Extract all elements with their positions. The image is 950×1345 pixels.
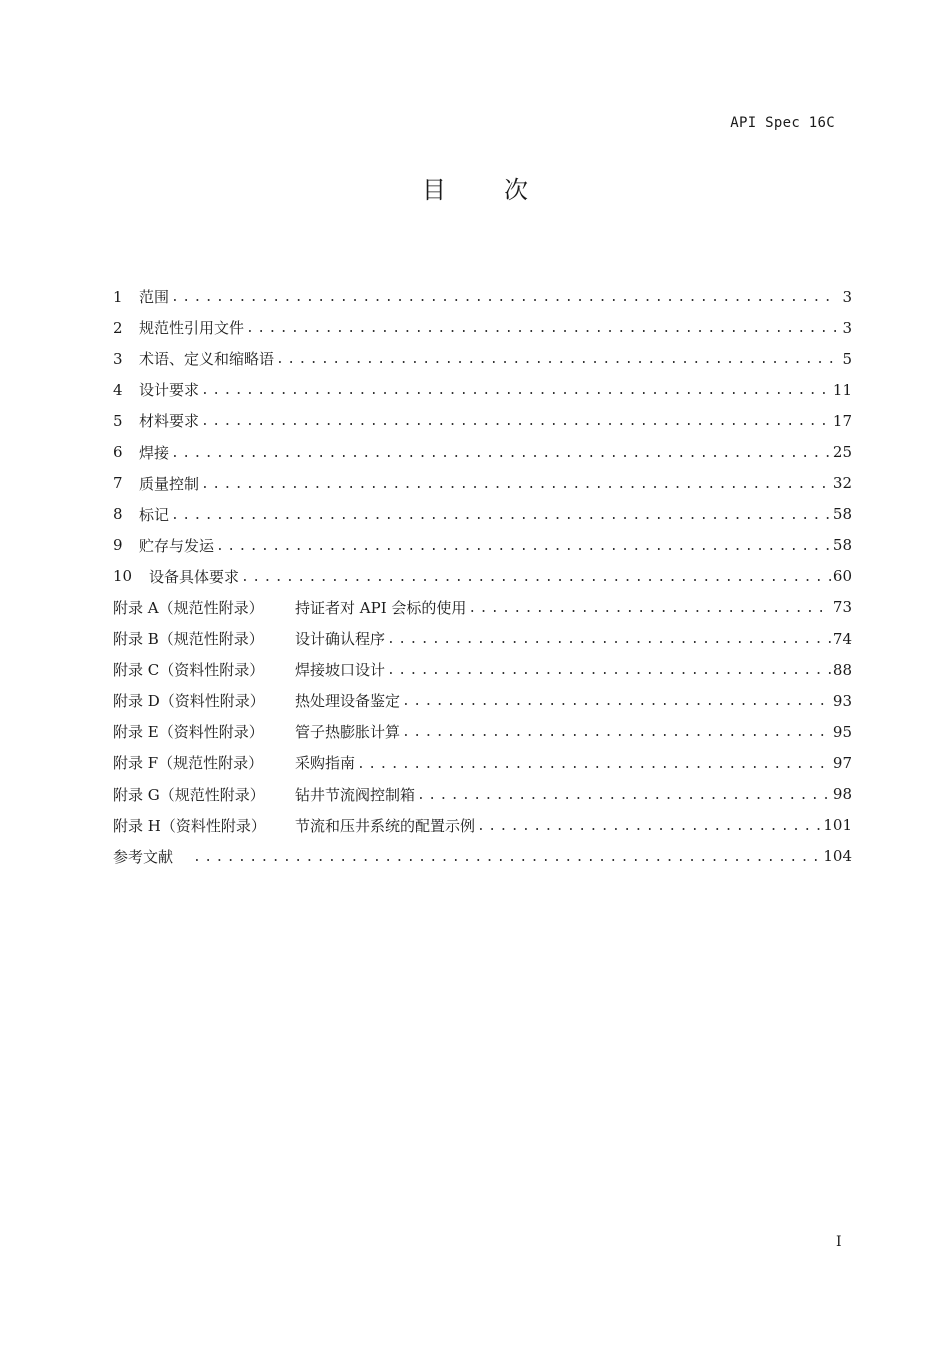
toc-entry-number: 5 bbox=[113, 411, 123, 430]
dot-leader bbox=[201, 477, 831, 499]
annex-number: 附录 F（规范性附录） bbox=[113, 754, 264, 773]
toc-entry-title: 管子热膨胀计算 bbox=[295, 723, 401, 742]
toc-entry-title: 采购指南 bbox=[295, 754, 356, 773]
toc-entry-title: 质量控制 bbox=[139, 474, 200, 493]
dot-leader bbox=[357, 757, 831, 779]
toc-entry-page: 5 bbox=[842, 349, 852, 368]
annex-number: 附录 D（资料性附录） bbox=[113, 692, 265, 711]
toc-annex-entry[interactable] bbox=[113, 654, 852, 685]
dot-leader bbox=[477, 819, 821, 841]
toc-entry-number: 3 bbox=[113, 349, 123, 368]
toc-entry-title: 持证者对 API 会标的使用 bbox=[295, 598, 467, 617]
toc-entry-page: 74 bbox=[832, 629, 852, 648]
dot-leader bbox=[246, 321, 836, 343]
dot-leader bbox=[387, 663, 831, 685]
page-number: I bbox=[836, 1234, 842, 1250]
toc-entry-page: 58 bbox=[832, 536, 852, 555]
dot-leader bbox=[402, 725, 831, 747]
toc-entry-page: 88 bbox=[832, 660, 852, 679]
toc-entry-page: 73 bbox=[832, 598, 852, 617]
annex-number: 附录 G（规范性附录） bbox=[113, 785, 265, 804]
toc-entry[interactable] bbox=[113, 530, 852, 561]
toc-entry-title: 节流和压井系统的配置示例 bbox=[295, 816, 476, 835]
dot-leader bbox=[402, 694, 831, 716]
toc-entry-number: 7 bbox=[113, 474, 123, 493]
toc-entry-page: 98 bbox=[832, 785, 852, 804]
toc-entry-number: 2 bbox=[113, 318, 123, 337]
toc-entry-page: 101 bbox=[823, 816, 852, 835]
toc-entry-page: 3 bbox=[842, 318, 852, 337]
toc-entry[interactable] bbox=[113, 468, 852, 499]
toc-annex-entry[interactable] bbox=[113, 810, 852, 841]
dot-leader bbox=[276, 352, 836, 374]
toc-annex-entry[interactable] bbox=[113, 685, 852, 716]
toc-entry-title: 设计确认程序 bbox=[295, 630, 386, 649]
toc-entry-title: 材料要求 bbox=[139, 412, 200, 431]
toc-entry-title: 焊接 bbox=[139, 443, 170, 462]
toc-entry-number: 4 bbox=[113, 380, 123, 399]
toc-annex-entry[interactable] bbox=[113, 592, 852, 623]
toc-entry-number: 9 bbox=[113, 536, 123, 555]
toc-entry[interactable] bbox=[113, 436, 852, 467]
dot-leader bbox=[216, 539, 831, 561]
toc-entry-page: 17 bbox=[832, 411, 852, 430]
annex-number: 附录 B（规范性附录） bbox=[113, 630, 264, 649]
toc-entry-number: 8 bbox=[113, 505, 123, 524]
toc-entry-title: 标记 bbox=[139, 505, 170, 524]
dot-leader bbox=[171, 290, 836, 312]
dot-leader bbox=[193, 850, 821, 872]
toc-entry-page: 93 bbox=[832, 691, 852, 710]
annex-number: 附录 H（资料性附录） bbox=[113, 816, 266, 835]
toc-entry-page: 3 bbox=[842, 287, 852, 306]
toc-entry-page: 11 bbox=[832, 380, 852, 399]
dot-leader bbox=[201, 414, 831, 436]
table-of-contents bbox=[113, 281, 852, 872]
toc-entry[interactable] bbox=[113, 561, 852, 592]
dot-leader bbox=[468, 601, 831, 623]
annex-number: 附录 C（资料性附录） bbox=[113, 661, 265, 680]
toc-entry[interactable] bbox=[113, 405, 852, 436]
toc-entry-page: 104 bbox=[823, 847, 852, 866]
toc-entry-title: 术语、定义和缩略语 bbox=[139, 350, 275, 369]
toc-entry-title: 贮存与发运 bbox=[139, 536, 215, 555]
toc-entry-title: 设计要求 bbox=[139, 381, 200, 400]
toc-entry[interactable] bbox=[113, 312, 852, 343]
toc-entry-number: 1 bbox=[113, 287, 123, 306]
toc-entry[interactable] bbox=[113, 374, 852, 405]
toc-entry-title: 范围 bbox=[139, 288, 170, 307]
toc-entry[interactable] bbox=[113, 343, 852, 374]
toc-entry-number: 10 bbox=[113, 567, 133, 586]
toc-entry-page: 97 bbox=[832, 753, 852, 772]
toc-entry-page: 32 bbox=[832, 474, 852, 493]
toc-entry[interactable] bbox=[113, 499, 852, 530]
annex-number: 附录 E（资料性附录） bbox=[113, 723, 264, 742]
dot-leader bbox=[171, 446, 831, 468]
toc-entry-page: 60 bbox=[832, 567, 852, 586]
toc-entry-title: 焊接坡口设计 bbox=[295, 661, 386, 680]
dot-leader bbox=[387, 632, 831, 654]
toc-entry[interactable] bbox=[113, 281, 852, 312]
toc-annex-entry[interactable] bbox=[113, 779, 852, 810]
page-title: 目次 bbox=[422, 176, 586, 204]
toc-entry-title: 规范性引用文件 bbox=[139, 319, 245, 338]
toc-entry-number: 6 bbox=[113, 443, 123, 462]
toc-annex-entry[interactable] bbox=[113, 747, 852, 778]
dot-leader bbox=[171, 508, 831, 530]
toc-entry-title: 热处理设备鉴定 bbox=[295, 692, 401, 711]
toc-entry-page: 58 bbox=[832, 505, 852, 524]
toc-entry-title: 参考文献 bbox=[113, 847, 174, 866]
annex-number: 附录 A（规范性附录） bbox=[113, 598, 264, 617]
toc-annex-entry[interactable] bbox=[113, 623, 852, 654]
toc-entry-page: 25 bbox=[832, 443, 852, 462]
toc-entry-title: 钻井节流阀控制箱 bbox=[295, 785, 416, 804]
dot-leader bbox=[417, 788, 831, 810]
dot-leader bbox=[241, 570, 831, 592]
dot-leader bbox=[201, 383, 831, 405]
document-id: API Spec 16C bbox=[730, 115, 835, 131]
toc-entry-title: 设备具体要求 bbox=[149, 567, 240, 586]
toc-annex-entry[interactable] bbox=[113, 716, 852, 747]
toc-bibliography-entry[interactable] bbox=[113, 841, 852, 872]
toc-entry-page: 95 bbox=[832, 722, 852, 741]
